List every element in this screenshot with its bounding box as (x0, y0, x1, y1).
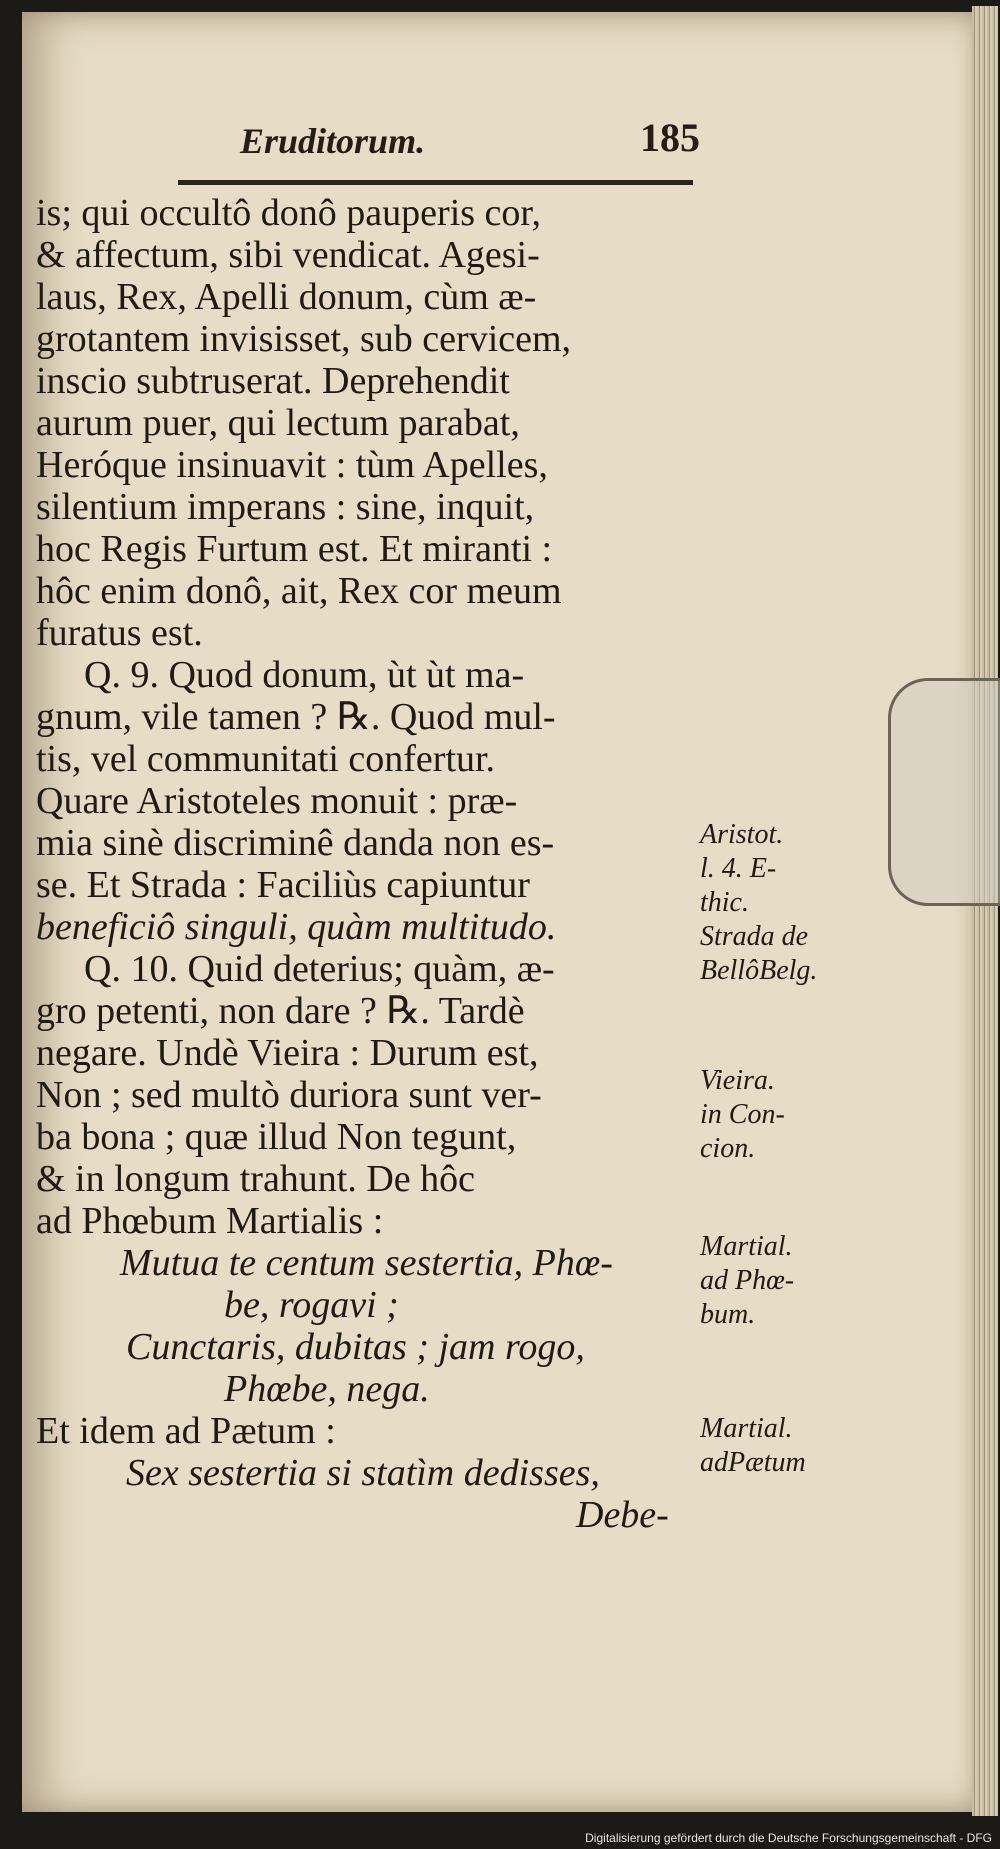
text-line: Et idem ad Pætum : (36, 1410, 336, 1452)
text-line: hôc enim donô, ait, Rex cor meum (36, 570, 562, 612)
text-line: furatus est. (36, 612, 203, 654)
text-line: tis, vel communitati confertur. (36, 738, 496, 780)
margin-note: adPætum (700, 1447, 806, 1478)
digitization-credit: Digitalisierung gefördert durch die Deutsche Forschungsgemeinschaft - DFG (585, 1831, 992, 1845)
verse-line: Cunctaris, dubitas ; jam rogo, (126, 1326, 585, 1368)
running-title: Eruditorum. (240, 121, 426, 161)
body-text (36, 192, 716, 1536)
text-line: ba bona ; quæ illud Non tegunt, (36, 1116, 517, 1158)
text-line: Q. 9. Quod donum, ùt ùt ma- (84, 654, 525, 696)
text-line: inscio subtruserat. Deprehendit (36, 360, 510, 402)
margin-note: Aristot. (700, 819, 784, 850)
text-line: negare. Undè Vieira : Durum est, (36, 1032, 539, 1074)
margin-note: Martial. (700, 1413, 793, 1444)
text-line: Q. 10. Quid deterius; quàm, æ- (84, 948, 555, 990)
text-line: Heróque insinuavit : tùm Apelles, (36, 444, 548, 486)
text-line: is; qui occultô donô pauperis cor, (36, 192, 542, 234)
text-line: silentium imperans : sine, inquit, (36, 486, 535, 528)
margin-note: Strada de (700, 921, 809, 952)
page-clip (888, 678, 1000, 906)
text-line: & in longum trahunt. De hôc (36, 1158, 476, 1200)
text-line: hoc Regis Furtum est. Et miranti : (36, 528, 553, 570)
text-line: se. Et Strada : Faciliùs capiuntur (36, 864, 530, 906)
margin-note: l. 4. E- (700, 853, 777, 884)
text-line: & affectum, sibi vendicat. Agesi- (36, 234, 540, 276)
margin-note: ad Phœ- (700, 1265, 795, 1296)
text-line: laus, Rex, Apelli donum, cùm æ- (36, 276, 537, 318)
page-number: 185 (640, 115, 700, 160)
margin-note: Vieira. (700, 1065, 775, 1096)
text-line: ad Phœbum Martialis : (36, 1200, 384, 1242)
verse-line: Mutua te centum sestertia, Phœ- (120, 1242, 613, 1284)
verse-line: Phœbe, nega. (224, 1368, 430, 1410)
margin-note: thic. (700, 887, 749, 918)
margin-notes (700, 818, 870, 1480)
text-line: Quare Aristoteles monuit : præ- (36, 780, 518, 822)
text-line: gnum, vile tamen ? ℞. Quod mul- (36, 696, 556, 738)
margin-note: Martial. (700, 1231, 793, 1262)
margin-note: cion. (700, 1133, 756, 1164)
page-edges (972, 6, 998, 1816)
margin-note: in Con- (700, 1099, 785, 1130)
margin-note: BellôBelg. (700, 955, 818, 986)
verse-line: be, rogavi ; (224, 1284, 399, 1326)
text-line: aurum puer, qui lectum parabat, (36, 402, 520, 444)
verse-line: Sex sestertia si statìm dedisses, (126, 1452, 600, 1494)
text-line: gro petenti, non dare ? ℞. Tardè (36, 990, 525, 1032)
margin-note: bum. (700, 1299, 756, 1330)
text-line: mia sinè discriminê danda non es- (36, 822, 555, 864)
page-header (240, 115, 700, 180)
text-line: beneficiô singuli, quàm multitudo. (36, 906, 557, 948)
text-line: Non ; sed multò duriora sunt ver- (36, 1074, 542, 1116)
text-line: grotantem invisisset, sub cervicem, (36, 318, 572, 360)
catchword: Debe- (576, 1494, 669, 1536)
header-rule (178, 180, 693, 185)
